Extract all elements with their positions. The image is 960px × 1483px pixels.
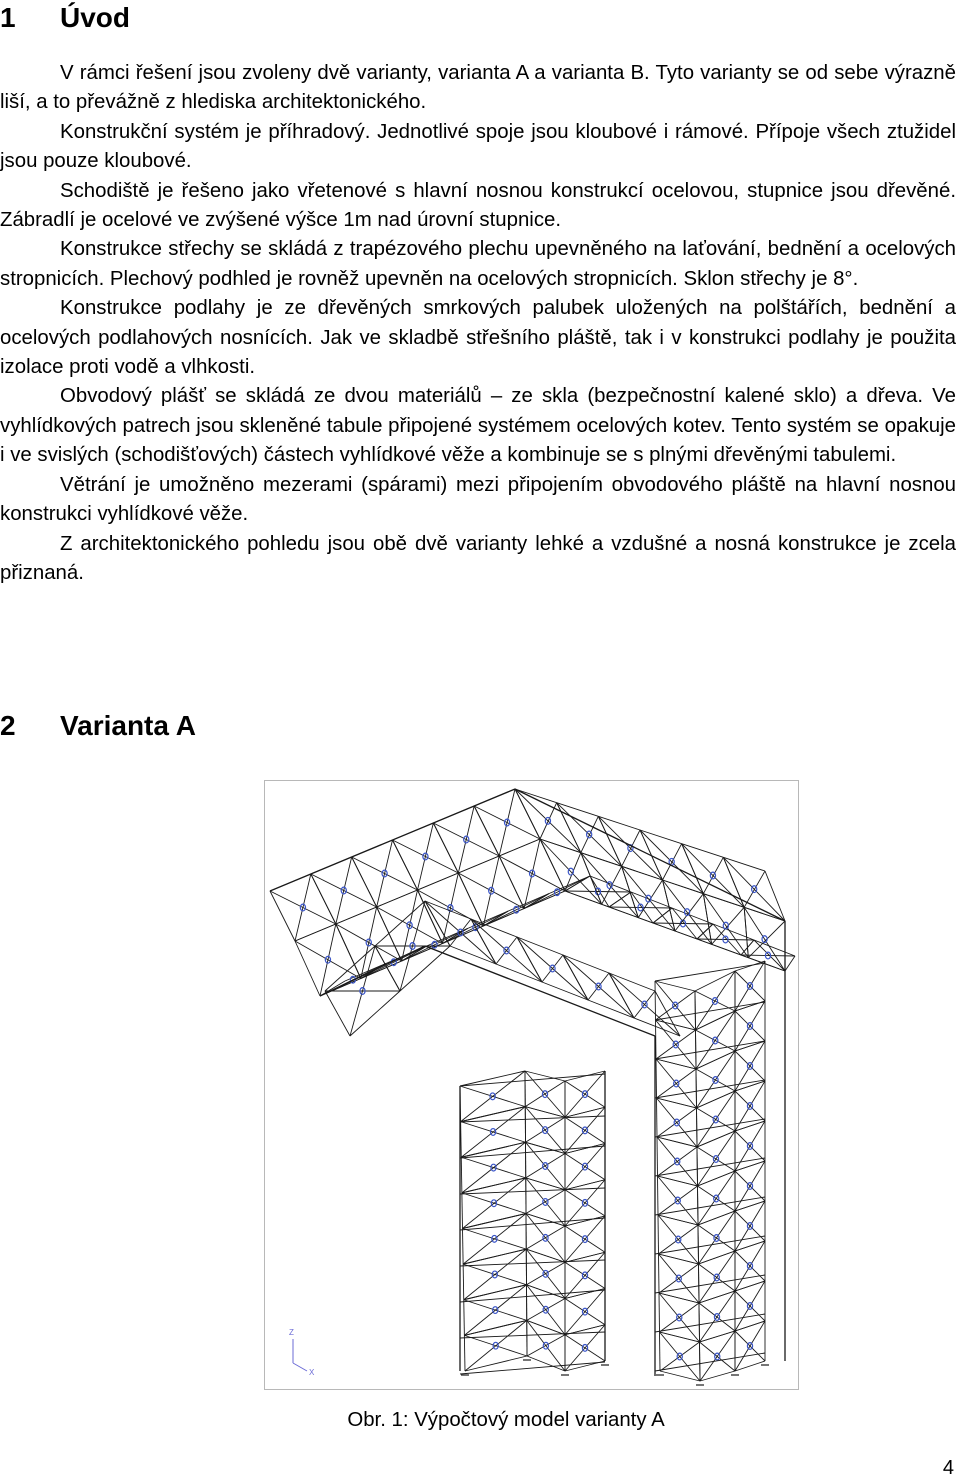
truss-member bbox=[336, 857, 352, 924]
truss-member bbox=[655, 1119, 765, 1137]
axis-label-x: X bbox=[309, 1368, 315, 1377]
truss-member bbox=[377, 890, 418, 907]
truss-member bbox=[540, 839, 565, 891]
truss-member bbox=[293, 1363, 307, 1371]
truss-member bbox=[565, 1289, 605, 1299]
truss-member bbox=[325, 991, 350, 1036]
truss-member bbox=[499, 789, 515, 856]
truss-member bbox=[658, 1215, 659, 1254]
truss-member bbox=[458, 873, 483, 926]
truss-member bbox=[659, 1254, 660, 1293]
truss-member bbox=[699, 1291, 735, 1303]
truss-member bbox=[735, 1121, 765, 1131]
section-heading-2 bbox=[0, 710, 196, 742]
truss-member bbox=[320, 924, 336, 996]
truss-member bbox=[655, 963, 765, 981]
truss-member bbox=[460, 1074, 605, 1086]
truss-member bbox=[735, 1281, 765, 1331]
truss-member bbox=[703, 857, 723, 893]
truss-member bbox=[526, 1117, 566, 1142]
truss-member bbox=[598, 816, 621, 866]
truss-member bbox=[699, 1264, 700, 1303]
truss-member bbox=[699, 1251, 736, 1264]
truss-member bbox=[663, 880, 704, 894]
truss-member bbox=[377, 840, 393, 907]
truss-member bbox=[765, 871, 785, 921]
truss-member bbox=[655, 1002, 765, 1020]
truss-member bbox=[311, 874, 336, 924]
truss-member bbox=[458, 856, 499, 873]
truss-member bbox=[657, 1069, 697, 1098]
truss-member bbox=[517, 937, 542, 982]
truss-member bbox=[443, 873, 459, 944]
truss-member bbox=[700, 1371, 735, 1381]
truss-member bbox=[565, 1216, 605, 1262]
truss-member bbox=[655, 991, 680, 1036]
truss-member bbox=[700, 1291, 736, 1342]
truss-member bbox=[526, 1178, 565, 1190]
truss-member bbox=[735, 961, 765, 1011]
truss-member bbox=[295, 924, 336, 941]
truss-member bbox=[698, 1211, 735, 1225]
truss-member bbox=[483, 894, 549, 927]
truss-member bbox=[525, 1071, 565, 1081]
truss-model-drawing bbox=[265, 781, 798, 1389]
truss-member bbox=[377, 907, 402, 961]
truss-member bbox=[698, 1171, 735, 1225]
truss-member bbox=[657, 1137, 697, 1147]
truss-member bbox=[499, 839, 540, 856]
paragraph: V rámci řešení jsou zvoleny dvě varianty, varianta A a varianta B. Tyto varianty se od sebe výrazně liší, a to převážně z hlediska architektonického. bbox=[0, 62, 956, 114]
truss-member bbox=[565, 1107, 605, 1117]
section-number: 2 bbox=[0, 710, 16, 741]
truss-member bbox=[754, 940, 795, 956]
paragraph: Konstrukce podlahy je ze dřevěných smrkových palubek uložených na polštářích, bednění a ocelových podlahových nosnících. Jak ve skladbě střešního pláště, tak i v konstrukci podlahy je použita izolace proti vodě a vlhkosti. bbox=[0, 297, 956, 379]
truss-member bbox=[699, 1211, 736, 1264]
truss-member bbox=[658, 1147, 698, 1176]
truss-member bbox=[496, 937, 517, 964]
truss-member bbox=[658, 1215, 698, 1225]
section-title: Varianta A bbox=[60, 710, 196, 741]
truss-member bbox=[425, 946, 655, 1036]
truss-member bbox=[656, 1059, 696, 1069]
truss-member bbox=[698, 1225, 699, 1264]
truss-member bbox=[735, 1361, 765, 1371]
truss-member bbox=[660, 1332, 700, 1342]
truss-member bbox=[563, 955, 609, 973]
truss-member bbox=[527, 1299, 565, 1321]
truss-member bbox=[695, 991, 696, 1030]
truss-member bbox=[461, 1122, 462, 1158]
truss-member bbox=[659, 1264, 699, 1293]
truss-member bbox=[526, 1154, 565, 1178]
truss-member bbox=[657, 1098, 697, 1108]
truss-member bbox=[464, 1335, 465, 1371]
truss-member bbox=[295, 874, 311, 941]
truss-member bbox=[659, 1293, 699, 1303]
truss-member bbox=[735, 1201, 765, 1251]
truss-member bbox=[517, 937, 563, 955]
truss-member bbox=[461, 1157, 462, 1193]
truss-member bbox=[697, 1108, 698, 1147]
truss-member bbox=[695, 971, 735, 991]
paragraph: Konstrukce střechy se skládá z trapézového plechu upevněného na laťování, bednění a ocelových stropnicích. Plechový podhled je rovněž upevněn na ocelových stropnicích. Sklon střechy je 8°. bbox=[0, 238, 956, 290]
truss-member bbox=[462, 1193, 463, 1229]
truss-member bbox=[565, 1289, 605, 1335]
truss-member bbox=[460, 1146, 605, 1158]
truss-member bbox=[699, 1303, 700, 1342]
truss-member bbox=[270, 789, 515, 891]
truss-member bbox=[460, 1362, 605, 1374]
truss-member bbox=[697, 939, 754, 940]
truss-member bbox=[655, 981, 656, 1020]
figure-caption: Obr. 1: Výpočtový model varianty A bbox=[347, 1409, 665, 1431]
paragraph: Větrání je umožněno mezerami (spárami) mezi připojením obvodového pláště na hlavní nosnou konstrukci vyhlídkové věže. bbox=[0, 473, 956, 526]
truss-member bbox=[499, 856, 524, 909]
truss-member bbox=[703, 894, 748, 958]
truss-member bbox=[659, 1225, 699, 1254]
truss-member bbox=[542, 955, 563, 982]
truss-member bbox=[463, 1264, 464, 1300]
truss-member bbox=[658, 1176, 698, 1186]
truss-member bbox=[659, 1293, 660, 1332]
truss-member bbox=[741, 955, 795, 956]
figure-structural-model bbox=[264, 780, 799, 1390]
truss-member bbox=[565, 1071, 605, 1117]
truss-member bbox=[659, 1254, 699, 1264]
truss-member bbox=[657, 1098, 658, 1137]
paragraph: Z architektonického pohledu jsou obě dvě varianty lehké a vzdušné a nosná konstrukce je zcela přiznaná. bbox=[0, 532, 956, 584]
truss-member bbox=[703, 894, 711, 945]
truss-member bbox=[658, 1176, 659, 1215]
truss-member bbox=[525, 1081, 565, 1107]
truss-member bbox=[655, 1041, 765, 1059]
truss-member bbox=[712, 944, 749, 957]
paragraph: Schodiště je řešeno jako vřetenové s hlavní nosnou konstrukcí ocelovou, stupnice jsou dřevěné. Zábradlí je ocelové ve zvýšené výšce 1m nad úrovní stupnice. bbox=[0, 179, 956, 232]
truss-member bbox=[735, 1281, 765, 1291]
truss-member bbox=[609, 973, 634, 1018]
truss-member bbox=[460, 1290, 605, 1302]
truss-member bbox=[696, 1030, 697, 1069]
truss-member bbox=[655, 1197, 765, 1215]
truss-member bbox=[563, 955, 588, 1000]
truss-member bbox=[588, 1000, 634, 1018]
truss-member bbox=[735, 1241, 765, 1251]
truss-member bbox=[735, 1241, 765, 1291]
truss-member bbox=[696, 971, 736, 1030]
truss-member bbox=[375, 901, 425, 946]
truss-member bbox=[698, 1186, 699, 1225]
truss-member bbox=[700, 1331, 735, 1381]
truss-member bbox=[660, 1371, 700, 1381]
truss-member bbox=[735, 1121, 765, 1171]
truss-member bbox=[634, 991, 655, 1018]
truss-member bbox=[656, 1059, 657, 1098]
truss-member bbox=[527, 1262, 566, 1285]
truss-member bbox=[557, 803, 581, 853]
page-number: 4 bbox=[942, 1457, 954, 1479]
truss-member bbox=[418, 873, 459, 890]
truss-member bbox=[515, 789, 540, 839]
truss-member bbox=[735, 1041, 765, 1091]
truss-member bbox=[474, 806, 499, 856]
truss-member bbox=[735, 1161, 765, 1211]
truss-member bbox=[682, 844, 704, 894]
truss-member bbox=[609, 973, 655, 991]
truss-member bbox=[463, 1229, 464, 1265]
truss-member bbox=[458, 806, 474, 873]
truss-member bbox=[588, 973, 609, 1000]
truss-member bbox=[557, 803, 599, 817]
truss-member bbox=[295, 941, 320, 996]
truss-member bbox=[565, 1144, 605, 1190]
truss-member bbox=[657, 1108, 697, 1137]
truss-member bbox=[565, 891, 631, 892]
truss-member bbox=[660, 1332, 661, 1371]
truss-member bbox=[526, 1190, 565, 1214]
truss-member bbox=[663, 880, 712, 944]
truss-member bbox=[735, 1321, 765, 1331]
truss-member bbox=[655, 1080, 765, 1098]
paragraph: Konstrukční systém je příhradový. Jednotlivé spoje jsou kloubové i rámové. Přípoje všech ztužidel jsou pouze kloubové. bbox=[0, 120, 956, 173]
truss-member bbox=[450, 946, 496, 964]
truss-member bbox=[735, 1201, 765, 1211]
truss-member bbox=[526, 1226, 565, 1249]
truss-member bbox=[425, 901, 471, 919]
truss-member bbox=[735, 961, 765, 971]
truss-member bbox=[527, 1335, 565, 1356]
truss-member bbox=[352, 857, 377, 907]
section-title: Úvod bbox=[60, 2, 130, 33]
truss-member bbox=[713, 924, 754, 940]
truss-member bbox=[609, 892, 631, 907]
truss-member bbox=[418, 823, 434, 890]
truss-member bbox=[609, 907, 672, 908]
truss-member bbox=[418, 890, 443, 944]
truss-member bbox=[657, 1137, 658, 1176]
truss-member bbox=[325, 946, 375, 991]
truss-member bbox=[735, 1041, 765, 1051]
truss-member bbox=[540, 839, 602, 904]
truss-member bbox=[656, 991, 696, 1020]
truss-member bbox=[696, 1069, 697, 1108]
section-heading-1 bbox=[0, 2, 130, 34]
truss-member bbox=[653, 923, 713, 924]
truss-member bbox=[350, 991, 400, 1036]
truss-member bbox=[658, 1186, 698, 1215]
truss-member bbox=[542, 982, 588, 1000]
truss-member bbox=[460, 1188, 605, 1194]
axis-label-z: Z bbox=[289, 1328, 294, 1337]
body-text bbox=[0, 59, 956, 588]
truss-member bbox=[697, 1147, 698, 1186]
truss-member bbox=[460, 1332, 605, 1338]
truss-member bbox=[785, 956, 795, 971]
truss-member bbox=[336, 907, 377, 924]
truss-member bbox=[525, 1107, 565, 1118]
truss-member bbox=[496, 964, 542, 982]
section-number: 1 bbox=[0, 2, 16, 33]
truss-member bbox=[655, 1158, 765, 1176]
truss-member bbox=[460, 1260, 605, 1266]
truss-member bbox=[270, 891, 295, 941]
truss-member bbox=[464, 1300, 465, 1336]
truss-member bbox=[700, 1331, 736, 1342]
truss-member bbox=[393, 840, 418, 890]
truss-member bbox=[433, 823, 458, 873]
truss-member bbox=[699, 1251, 735, 1303]
truss-member bbox=[655, 981, 695, 991]
truss-member bbox=[425, 901, 450, 946]
truss-member bbox=[565, 1180, 605, 1226]
truss-member bbox=[700, 1342, 701, 1381]
truss-member bbox=[735, 1321, 765, 1371]
paragraph: Obvodový plášť se skládá ze dvou materiálů – ze skla (bezpečnostní kalené sklo) a dřeva. Ve vyhlídkových patrech jsou skleněné tabule připojené systémem ocelových kotev. Tento systém se opakuje i ve svislých (schodišťových) částech vyhlídkové věže a kombinuje se s plnými dřevěnými tabulemi. bbox=[0, 385, 956, 467]
